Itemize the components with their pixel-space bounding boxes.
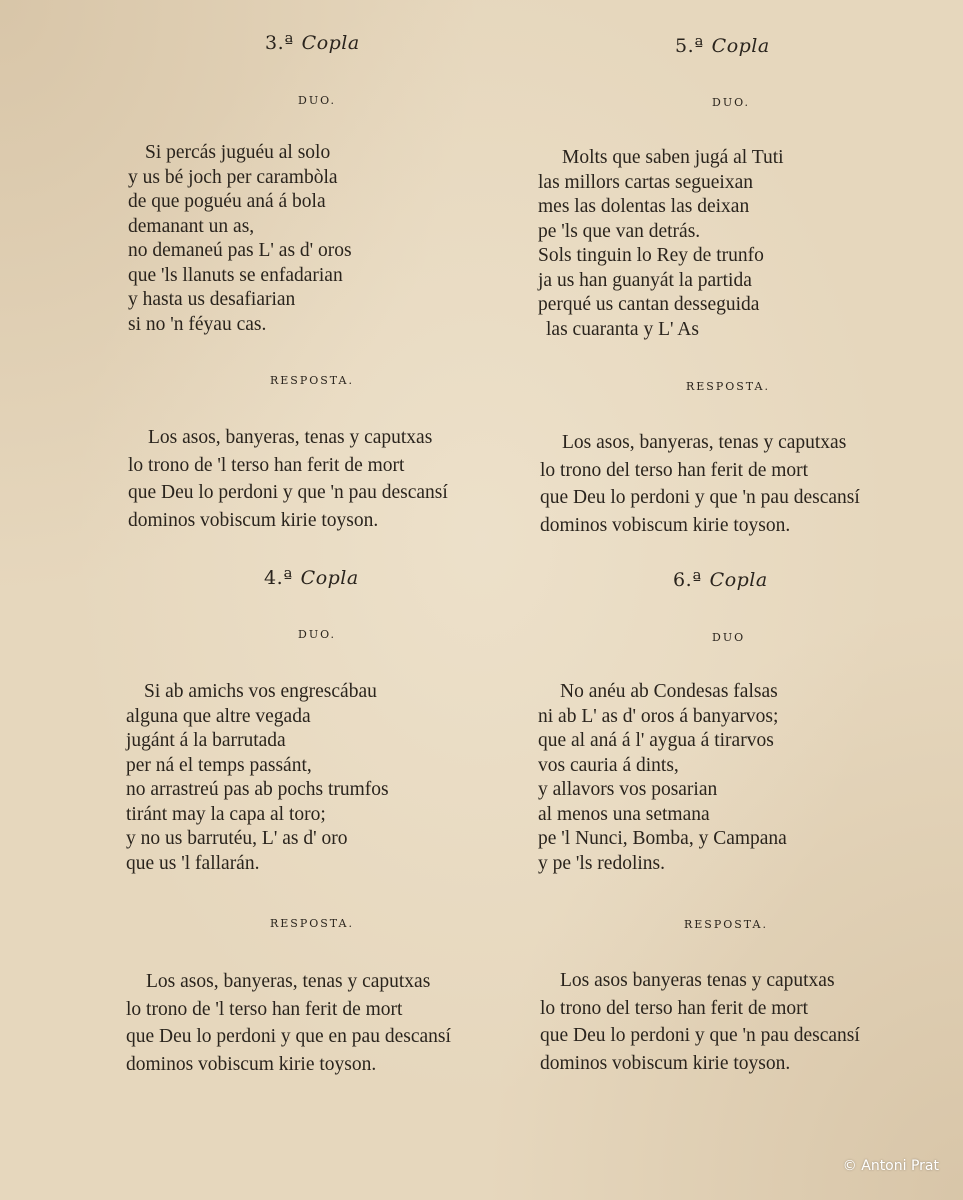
copla-6-title bbox=[673, 569, 768, 591]
copla-4-verse bbox=[126, 680, 389, 876]
copla-5-resposta-heading: RESPOSTA. bbox=[686, 380, 770, 393]
copla-3-number: 3.ª bbox=[265, 32, 294, 54]
verse-line: de que poguéu aná á bola bbox=[128, 191, 326, 212]
resposta-line: dominos vobiscum kirie toyson. bbox=[128, 509, 379, 531]
verse-line: que 'ls llanuts se enfadarian bbox=[128, 264, 343, 286]
verse-line: las millors cartas segueixan bbox=[538, 171, 753, 193]
verse-line: demanant un as, bbox=[128, 215, 255, 237]
copla-6-number: 6.ª bbox=[673, 569, 702, 591]
verse-line: No anéu ab Condesas falsas bbox=[560, 681, 778, 702]
copla-3-label: Copla bbox=[301, 32, 360, 54]
resposta-line: lo trono del terso han ferit de mort bbox=[540, 459, 809, 481]
copla-5-number: 5.ª bbox=[675, 35, 704, 57]
copla-5-verse bbox=[538, 146, 784, 342]
verse-line: y hasta us desafiarian bbox=[128, 289, 296, 310]
verse-line: no demaneú pas L' as d' oros bbox=[128, 240, 352, 261]
copla-6-verse bbox=[538, 680, 787, 876]
verse-line: Si ab amichs vos engrescábau bbox=[144, 681, 377, 702]
verse-line: las cuaranta y L' As bbox=[546, 318, 699, 340]
copla-4-resposta-heading: RESPOSTA. bbox=[270, 917, 354, 930]
verse-line: al menos una setmana bbox=[538, 803, 710, 825]
copla-5-title bbox=[675, 35, 770, 57]
photo-credit: © Antoni Prat bbox=[842, 1158, 939, 1174]
copla-6-resposta-heading: RESPOSTA. bbox=[684, 918, 768, 931]
copla-3-title bbox=[265, 32, 360, 54]
copla-3-duo-heading: DUO. bbox=[298, 94, 336, 107]
copla-4-label: Copla bbox=[300, 567, 359, 589]
copla-4-duo-heading: DUO. bbox=[298, 628, 336, 641]
copla-5-duo-heading: DUO. bbox=[712, 96, 750, 109]
verse-line: y no us barrutéu, L' as d' oro bbox=[126, 828, 348, 849]
resposta-line: dominos vobiscum kirie toyson. bbox=[126, 1053, 377, 1075]
verse-line: jugánt á la barrutada bbox=[126, 730, 286, 751]
resposta-line: lo trono de 'l terso han ferit de mort bbox=[128, 454, 405, 476]
resposta-line: dominos vobiscum kirie toyson. bbox=[540, 514, 791, 536]
copla-3-verse bbox=[128, 141, 352, 337]
verse-line: ni ab L' as d' oros á banyarvos; bbox=[538, 705, 779, 727]
resposta-line: Los asos banyeras tenas y caputxas bbox=[560, 970, 835, 991]
verse-line: y us bé joch per carambòla bbox=[128, 166, 338, 188]
copla-6-resposta bbox=[540, 967, 860, 1077]
copla-4-resposta bbox=[126, 968, 451, 1078]
resposta-line: que Deu lo perdoni y que 'n pau descansí bbox=[540, 487, 860, 508]
verse-line: mes las dolentas las deixan bbox=[538, 196, 750, 217]
resposta-line: Los asos, banyeras, tenas y caputxas bbox=[562, 432, 847, 453]
verse-line: y allavors vos posarian bbox=[538, 779, 718, 800]
verse-line: tiránt may la capa al toro; bbox=[126, 803, 326, 825]
copla-3-resposta-heading: RESPOSTA. bbox=[270, 374, 354, 387]
resposta-line: que Deu lo perdoni y que en pau descansí bbox=[126, 1026, 451, 1047]
copla-4-number: 4.ª bbox=[264, 567, 293, 589]
resposta-line: Los asos, banyeras, tenas y caputxas bbox=[148, 427, 433, 448]
copla-6-label: Copla bbox=[709, 569, 768, 591]
verse-line: no arrastreú pas ab pochs trumfos bbox=[126, 779, 389, 800]
copla-3-resposta bbox=[128, 424, 448, 534]
resposta-line: Los asos, banyeras, tenas y caputxas bbox=[146, 971, 431, 992]
resposta-line: que Deu lo perdoni y que 'n pau descansí bbox=[128, 482, 448, 503]
verse-line: Sols tinguin lo Rey de trunfo bbox=[538, 245, 764, 266]
resposta-line: que Deu lo perdoni y que 'n pau descansí bbox=[540, 1025, 860, 1046]
verse-line: ja us han guanyát la partida bbox=[538, 269, 752, 291]
verse-line: alguna que altre vegada bbox=[126, 705, 311, 727]
verse-line: pe 'l Nunci, Bomba, y Campana bbox=[538, 828, 787, 849]
copla-5-label: Copla bbox=[711, 35, 770, 57]
copla-6-duo-heading: DUO bbox=[712, 631, 746, 644]
resposta-line: lo trono de 'l terso han ferit de mort bbox=[126, 998, 403, 1020]
verse-line: que al aná á l' aygua á tirarvos bbox=[538, 730, 774, 751]
verse-line: y pe 'ls redolins. bbox=[538, 852, 665, 874]
verse-line: si no 'n féyau cas. bbox=[128, 313, 267, 335]
verse-line: per ná el temps passánt, bbox=[126, 754, 312, 776]
verse-line: Molts que saben jugá al Tuti bbox=[562, 147, 784, 168]
verse-line: perqué us cantan desseguida bbox=[538, 294, 760, 315]
verse-line: que us 'l fallarán. bbox=[126, 852, 260, 874]
copla-4-title bbox=[264, 567, 359, 589]
resposta-line: lo trono del terso han ferit de mort bbox=[540, 997, 809, 1019]
verse-line: vos cauria á dints, bbox=[538, 754, 679, 776]
verse-line: Si percás juguéu al solo bbox=[145, 142, 331, 163]
resposta-line: dominos vobiscum kirie toyson. bbox=[540, 1052, 791, 1074]
verse-line: pe 'ls que van detrás. bbox=[538, 220, 701, 242]
copla-5-resposta bbox=[540, 429, 860, 539]
